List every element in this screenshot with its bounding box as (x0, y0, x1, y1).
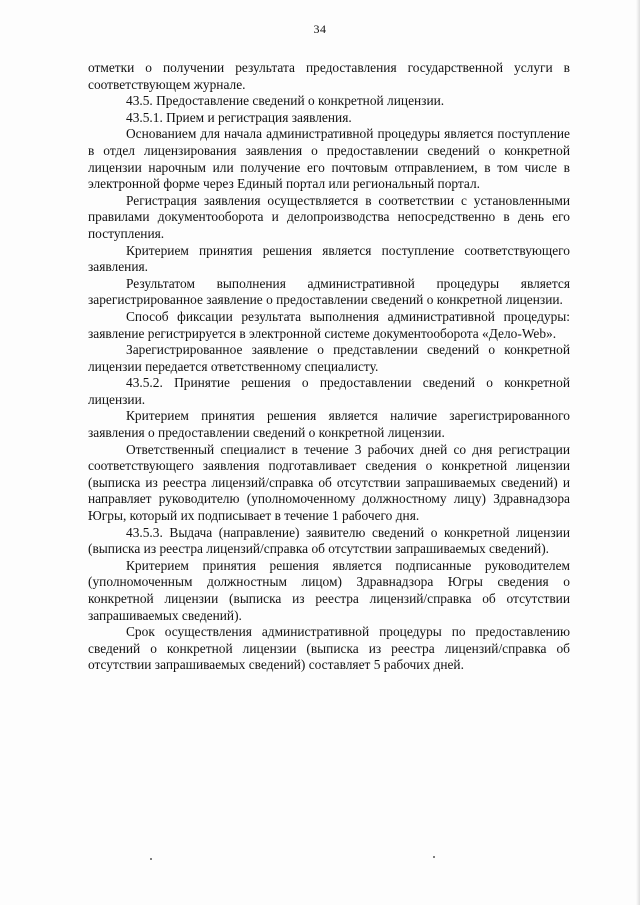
paragraph-criterion: Критерием принятия решения является поступление соответствующего заявления. (88, 242, 570, 275)
paragraph-decision-criterion: Критерием принятия решения является наличие зарегистрированного заявления о предоставлении сведений о конкретной лицензии. (88, 408, 570, 441)
paragraph-transfer: Зарегистрированное заявление о представлении сведений о конкретной лицензии передается ответственному специалисту. (88, 342, 570, 374)
paragraph-specialist-duties: Ответственный специалист в течение 3 рабочих дней со дня регистрации соответствующего заявления подготавливает сведения о конкретной лицензии (выписка из реестра лицензий/справка об отсутствии запрашиваемых сведений) и направляет руководителю (уполномоченному должностному лицу) Здравнадзора Югры, который их подписывает в течение 1 рабочего дня. (88, 441, 570, 524)
paragraph-deadline: Срок осуществления административной процедуры по предоставлению сведений о конкретной лицензии (выписка из реестра лицензий/справка об отсутствии запрашиваемых сведений) составляет 5 рабочих дней. (88, 624, 570, 673)
scan-edge-shadow (636, 0, 640, 905)
paragraph-registration: Регистрация заявления осуществляется в соответствии с установленными правилами документооборота и делопроизводства непосредственно в день его поступления. (88, 192, 570, 241)
section-heading-43-5: 43.5. Предоставление сведений о конкретной лицензии. (126, 93, 445, 109)
scan-speck-left (150, 858, 152, 860)
subsection-heading-43-5-1: 43.5.1. Прием и регистрация заявления. (126, 109, 352, 125)
subsection-heading-43-5-3: 43.5.3. Выдача (направление) заявителю сведений о конкретной лицензии (выписка из реестра лицензий/справка об отсутствии запрашиваемых сведений). (88, 524, 570, 557)
subsection-heading-43-5-2: 43.5.2. Принятие решения о предоставлении сведений о конкретной лицензии. (88, 375, 570, 407)
paragraph-result: Результатом выполнения административной процедуры является зарегистрированное заявление о предоставлении сведений о конкретной лицензии. (88, 275, 570, 308)
page-number: 34 (313, 22, 327, 36)
paragraph-continuation: отметки о получении результата предоставления государственной услуги в соответствующем журнале. (88, 60, 570, 92)
paragraph-fixation-method: Способ фиксации результата выполнения административной процедуры: заявление регистрируется в электронной системе документооборота «Дело-Web». (88, 308, 570, 341)
paragraph-issuance-criterion: Критерием принятия решения является подписанные руководителем (уполномоченным должностным лицом) Здравнадзора Югры сведения о конкретной лицензии (выписка из реестра лицензий/справка об отсутствии запрашиваемых сведений). (88, 557, 570, 623)
paragraph-basis: Основанием для начала административной процедуры является поступление в отдел лицензирования заявления о предоставлении сведений о конкретной лицензии нарочным или получение его почтовым отправлением, в том числе в электронной форме через Единый портал или региональный портал. (88, 126, 570, 192)
scan-speck-right (433, 856, 435, 858)
document-body (88, 60, 570, 674)
